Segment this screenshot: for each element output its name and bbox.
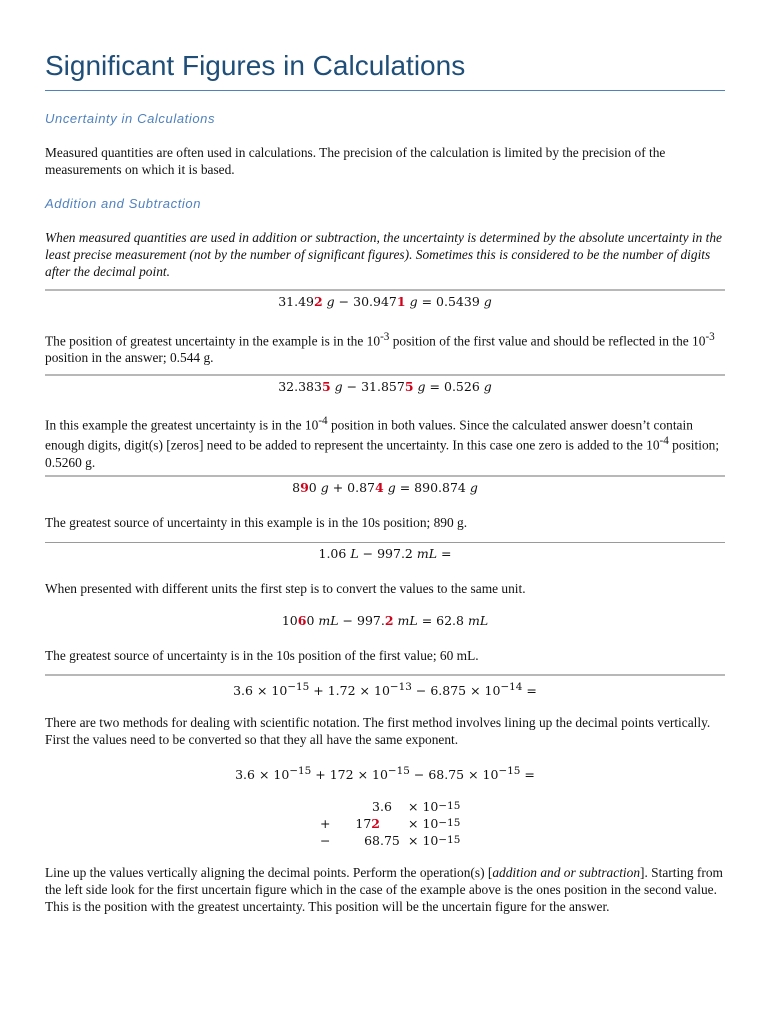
separator-rule — [45, 542, 725, 543]
stack-row-1: 3 .6 × 10 −15 — [372, 799, 461, 814]
stack-row-3: − 68 .75 × 10 −15 — [320, 833, 461, 848]
paragraph-example-1-explanation: The position of greatest uncertainty in the example is in the $10^{-3}$ position of the first value and should be reflected in the $10^{-3}$ position in the answer; 0.544 g. — [45, 331, 715, 366]
equation-example-1: 31.492 g − 30.9471 g = 0.5439 g — [278, 294, 492, 309]
heading-addition-subtraction: Addition and Subtraction — [45, 196, 202, 211]
separator-rule — [45, 289, 725, 291]
paragraph-example-2-explanation: In this example the greatest uncertainty is in the $10^{-4}$ position in both values. Since the calculated answer doesn’t contain enough digits, digit(s) [zeros] need to be added to represent the uncertainty. In this case one zero is added to the $10^{-4}$ position; 0.5260 g. — [45, 415, 720, 470]
separator-rule — [45, 674, 725, 676]
equation-example-2: 32.3835 g − 31.8575 g = 0.526 g — [278, 379, 492, 394]
stack-row-2: + 172 × 10 −15 — [320, 816, 461, 831]
equation-example-5-same-exponent: $3.6 \times 10^{-15} + 172 \times 10^{-15} - 68.75 \times 10^{-15}$ = — [235, 765, 535, 783]
equation-example-4: 1.06 L − 997.2 mL = — [318, 546, 452, 561]
page-title: Significant Figures in Calculations — [45, 50, 466, 81]
equation-example-4-converted: 1060 mL − 997.2 mL = 62.8 mL — [281, 613, 489, 628]
paragraph-example-4-explanation: The greatest source of uncertainty is in the 10s position of the first value; 60 mL. — [45, 648, 479, 663]
separator-rule — [45, 374, 725, 376]
heading-uncertainty: Uncertainty in Calculations — [45, 111, 216, 126]
paragraph-alignment-method: Line up the values vertically aligning the decimal points. Perform the operation(s) [addition and or subtraction]. Starting from the left side look for the first uncertain figure which in the case of the example above is the ones position in the second value. This is the position with the greatest uncertainty. This position will be the uncertain figure for the answer. — [45, 865, 723, 914]
paragraph-scientific-notation: There are two methods for dealing with scientific notation. The first method involves lining up the decimal points vertically. First the values need to be converted so that they all have the same exponent. — [45, 715, 711, 747]
vertical-alignment-stack — [320, 798, 460, 849]
equation-example-5: $3.6 \times 10^{-15} + 1.72 \times 10^{-13} - 6.875 \times 10^{-14}$ = — [233, 681, 537, 699]
paragraph-addition-intro: When measured quantities are used in addition or subtraction, the uncertainty is determined by the absolute uncertainty in the least precise measurement (not by the number of significant figures). Sometimes this is considered to be the number of digits after the decimal point. — [45, 230, 722, 279]
separator-rule — [45, 475, 725, 477]
paragraph-precision: Measured quantities are often used in calculations. The precision of the calculation is limited by the precision of the measurements on which it is based. — [45, 145, 666, 177]
paragraph-example-3-explanation: The greatest source of uncertainty in this example is in the 10s position; 890 g. — [45, 515, 468, 530]
title-underline — [45, 90, 725, 91]
paragraph-unit-conversion: When presented with different units the first step is to convert the values to the same unit. — [45, 581, 526, 596]
equation-example-3: 890 g + 0.874 g = 890.874 g — [292, 480, 478, 495]
